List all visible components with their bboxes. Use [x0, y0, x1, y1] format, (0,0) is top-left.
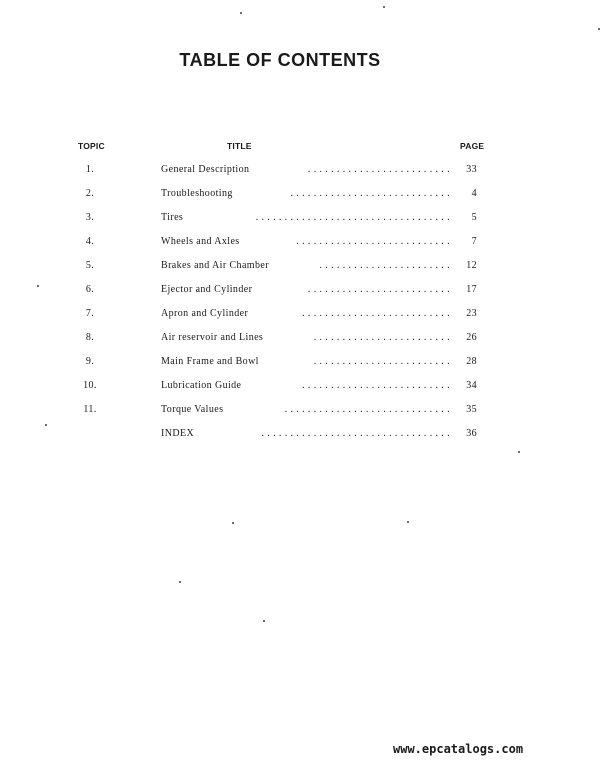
toc-entry-title: Air reservoir and Lines: [161, 332, 264, 343]
toc-entry: [0, 188, 608, 206]
toc-entry-number: 2.: [85, 188, 95, 199]
column-header-title: TITLE: [227, 141, 252, 151]
toc-entry-number: 1.: [85, 164, 95, 175]
column-header-page: PAGE: [460, 141, 485, 151]
toc-entry-page: 28: [466, 356, 477, 367]
scan-speck: [598, 28, 600, 30]
scan-speck: [240, 12, 242, 14]
toc-entry-number: 9.: [85, 356, 95, 367]
toc-leader-dots: . . . . . . . . . . . . . . . . . . . . . . . . . . . .: [290, 188, 450, 199]
toc-entry: [0, 308, 608, 326]
toc-entry: [0, 284, 608, 302]
scan-speck: [263, 620, 265, 622]
toc-entry-number: 10.: [83, 380, 97, 391]
toc-entry-title: Tires: [161, 212, 184, 223]
toc-leader-dots: . . . . . . . . . . . . . . . . . . . . . . . . .: [307, 164, 450, 175]
toc-entry-number: 3.: [85, 212, 95, 223]
toc-entry: [0, 380, 608, 398]
toc-entry-number: 4.: [85, 236, 95, 247]
toc-entry-page: 33: [466, 164, 477, 175]
toc-leader-dots: . . . . . . . . . . . . . . . . . . . . . . . . . . .: [296, 236, 450, 247]
scan-speck: [179, 581, 181, 583]
toc-leader-dots: . . . . . . . . . . . . . . . . . . . . . . . . . .: [302, 308, 450, 319]
toc-entry-page: 17: [466, 284, 477, 295]
toc-entry-page: 5: [471, 212, 477, 223]
toc-entry: [0, 404, 608, 422]
toc-entry-title: Troubleshooting: [161, 188, 233, 199]
toc-entry-title: Brakes and Air Chamber: [161, 260, 269, 271]
toc-leader-dots: . . . . . . . . . . . . . . . . . . . . . . . . . . . . . . . . . .: [255, 212, 450, 223]
scan-speck: [45, 424, 47, 426]
toc-entry-page: 4: [471, 188, 477, 199]
toc-entry-index: [0, 428, 608, 446]
toc-leader-dots: . . . . . . . . . . . . . . . . . . . . . . . . .: [307, 284, 450, 295]
toc-leader-dots: . . . . . . . . . . . . . . . . . . . . . . . .: [313, 356, 450, 367]
toc-entry: [0, 260, 608, 278]
toc-entry: [0, 236, 608, 254]
toc-entry-page: 7: [471, 236, 477, 247]
toc-entry-title: Lubrication Guide: [161, 380, 242, 391]
toc-entry: [0, 356, 608, 374]
toc-entry-page: 12: [466, 260, 477, 271]
toc-entry: [0, 164, 608, 182]
toc-entry: [0, 212, 608, 230]
page-title: TABLE OF CONTENTS: [179, 50, 381, 70]
scan-speck: [383, 6, 385, 8]
toc-entry-page: 35: [466, 404, 477, 415]
toc-leader-dots: . . . . . . . . . . . . . . . . . . . . . . . .: [313, 332, 450, 343]
toc-entry-number: 6.: [85, 284, 95, 295]
toc-leader-dots: . . . . . . . . . . . . . . . . . . . . . . .: [319, 260, 450, 271]
watermark-url: www.epcatalogs.com: [393, 742, 524, 756]
toc-leader-dots: . . . . . . . . . . . . . . . . . . . . . . . . . . . . .: [284, 404, 450, 415]
scan-speck: [232, 522, 234, 524]
toc-leader-dots: . . . . . . . . . . . . . . . . . . . . . . . . . .: [302, 380, 450, 391]
toc-entry-title: Wheels and Axles: [161, 236, 240, 247]
column-header-topic: TOPIC: [78, 141, 105, 151]
toc-entry-number: 8.: [85, 332, 95, 343]
toc-entry-page: 23: [466, 308, 477, 319]
toc-entry-number: 7.: [85, 308, 95, 319]
scan-speck: [518, 451, 520, 453]
toc-entry-title: Main Frame and Bowl: [161, 356, 259, 367]
toc-entry-number: 11.: [83, 404, 97, 415]
toc-entry-number: 5.: [85, 260, 95, 271]
toc-entry-title: Ejector and Cylinder: [161, 284, 253, 295]
toc-entry-title: Torque Values: [161, 404, 224, 415]
toc-leader-dots: . . . . . . . . . . . . . . . . . . . . . . . . . . . . . . . . .: [261, 428, 450, 439]
scan-speck: [37, 285, 39, 287]
toc-entry-page: 36: [466, 428, 477, 439]
toc-entry-title: General Description: [161, 164, 250, 175]
toc-entry-title: Apron and Cylinder: [161, 308, 249, 319]
toc-entry-page: 26: [466, 332, 477, 343]
toc-entry-title: INDEX: [161, 428, 195, 439]
toc-entry: [0, 332, 608, 350]
toc-entry-page: 34: [466, 380, 477, 391]
scan-speck: [407, 521, 409, 523]
